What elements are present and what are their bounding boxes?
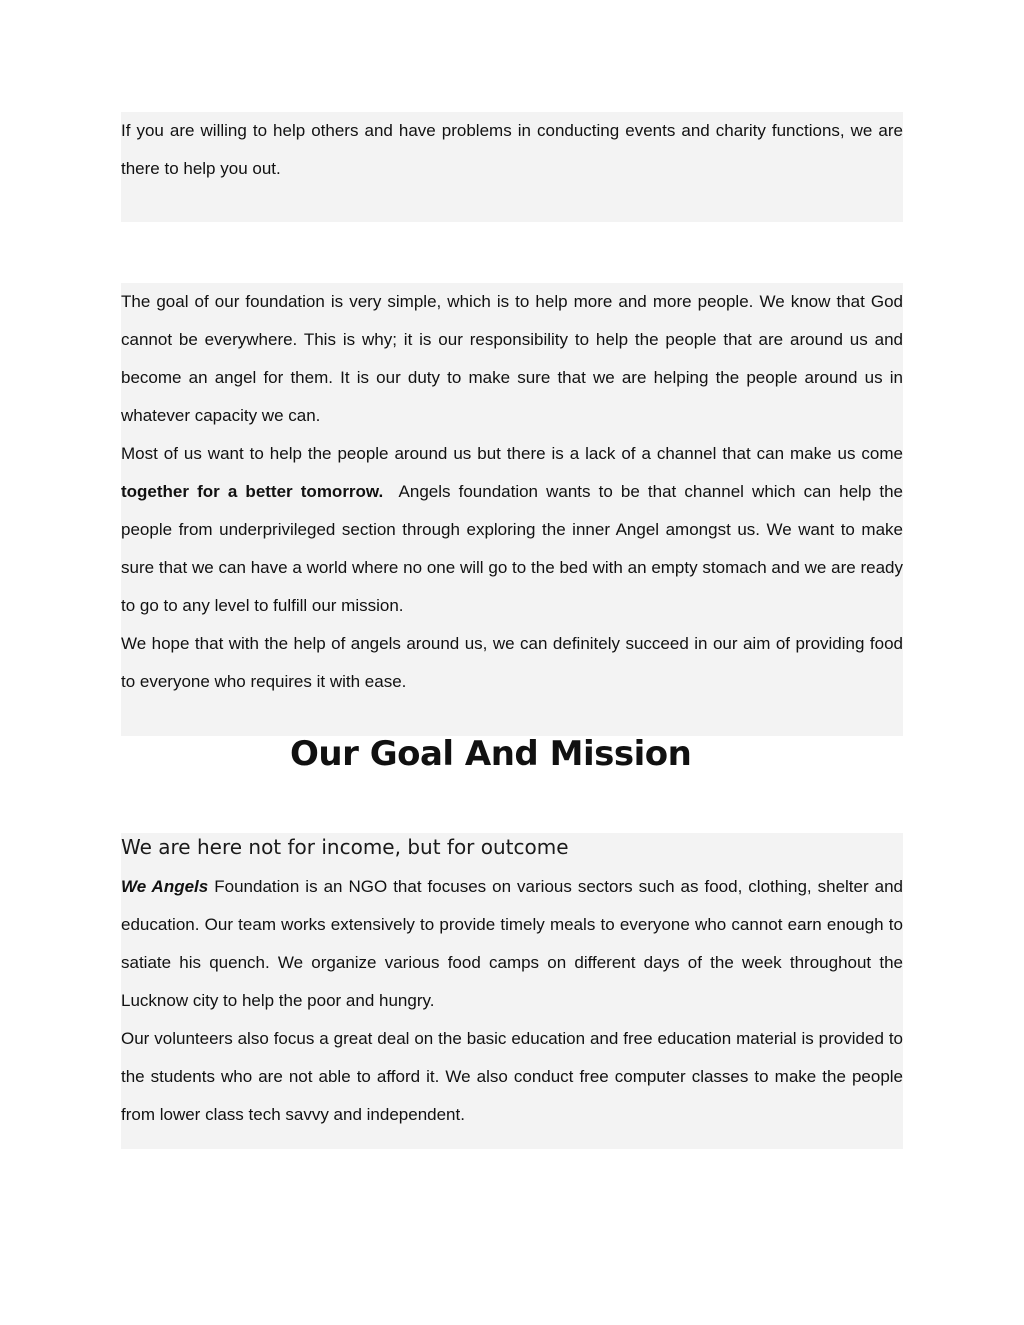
goal-paragraph-2-bold: together for a better tomorrow. xyxy=(121,482,384,501)
section-heading: Our Goal And Mission xyxy=(290,734,692,774)
goal-paragraph-1: The goal of our foundation is very simple, which is to help more and more people. We know that God cannot be everywhere. This is why; it is our responsibility to help the people that are around us and become an angel for them. It is our duty to make sure that we are helping the people around us in whatever capacity we can. xyxy=(121,292,903,425)
mission-paragraph-2: Our volunteers also focus a great deal on the basic education and free education material is provided to the students who are not able to afford it. We also conduct free computer classes to make the people from lower class tech savvy and independent. xyxy=(121,1029,903,1124)
goal-paragraph-3: We hope that with the help of angels around us, we can definitely succeed in our aim of providing food to everyone who requires it with ease. xyxy=(121,634,903,691)
mission-paragraph-1-rest: Foundation is an NGO that focuses on various sectors such as food, clothing, shelter and education. Our team works extensively to provide timely meals to everyone who cannot earn enough to satiate his quench. We organize various food camps on different days of the week throughout the Lucknow city to help the poor and hungry. xyxy=(121,877,904,1010)
mission-subheading: We are here not for income, but for outcome xyxy=(121,835,569,859)
mission-paragraph-1 xyxy=(121,868,903,1020)
goal-paragraph-2 xyxy=(121,435,908,625)
mission-paragraph-1-emph: We Angels xyxy=(121,877,209,896)
intro-paragraph: If you are willing to help others and have problems in conducting events and charity functions, we are there to help you out. xyxy=(121,121,903,178)
intro-block xyxy=(121,112,903,222)
goal-paragraph-2-start: Most of us want to help the people around us but there is a lack of a channel that can make us come xyxy=(121,444,903,463)
goal-paragraph-2-end: Angels foundation wants to be that channel which can help the people from underprivileged section through exploring the inner Angel amongst us. We want to make sure that we can have a world where no one will go to the bed with an empty stomach and we are ready to go to any level to fulfill our mission. xyxy=(121,482,908,615)
goal-block xyxy=(121,283,908,736)
mission-block xyxy=(121,833,903,1149)
